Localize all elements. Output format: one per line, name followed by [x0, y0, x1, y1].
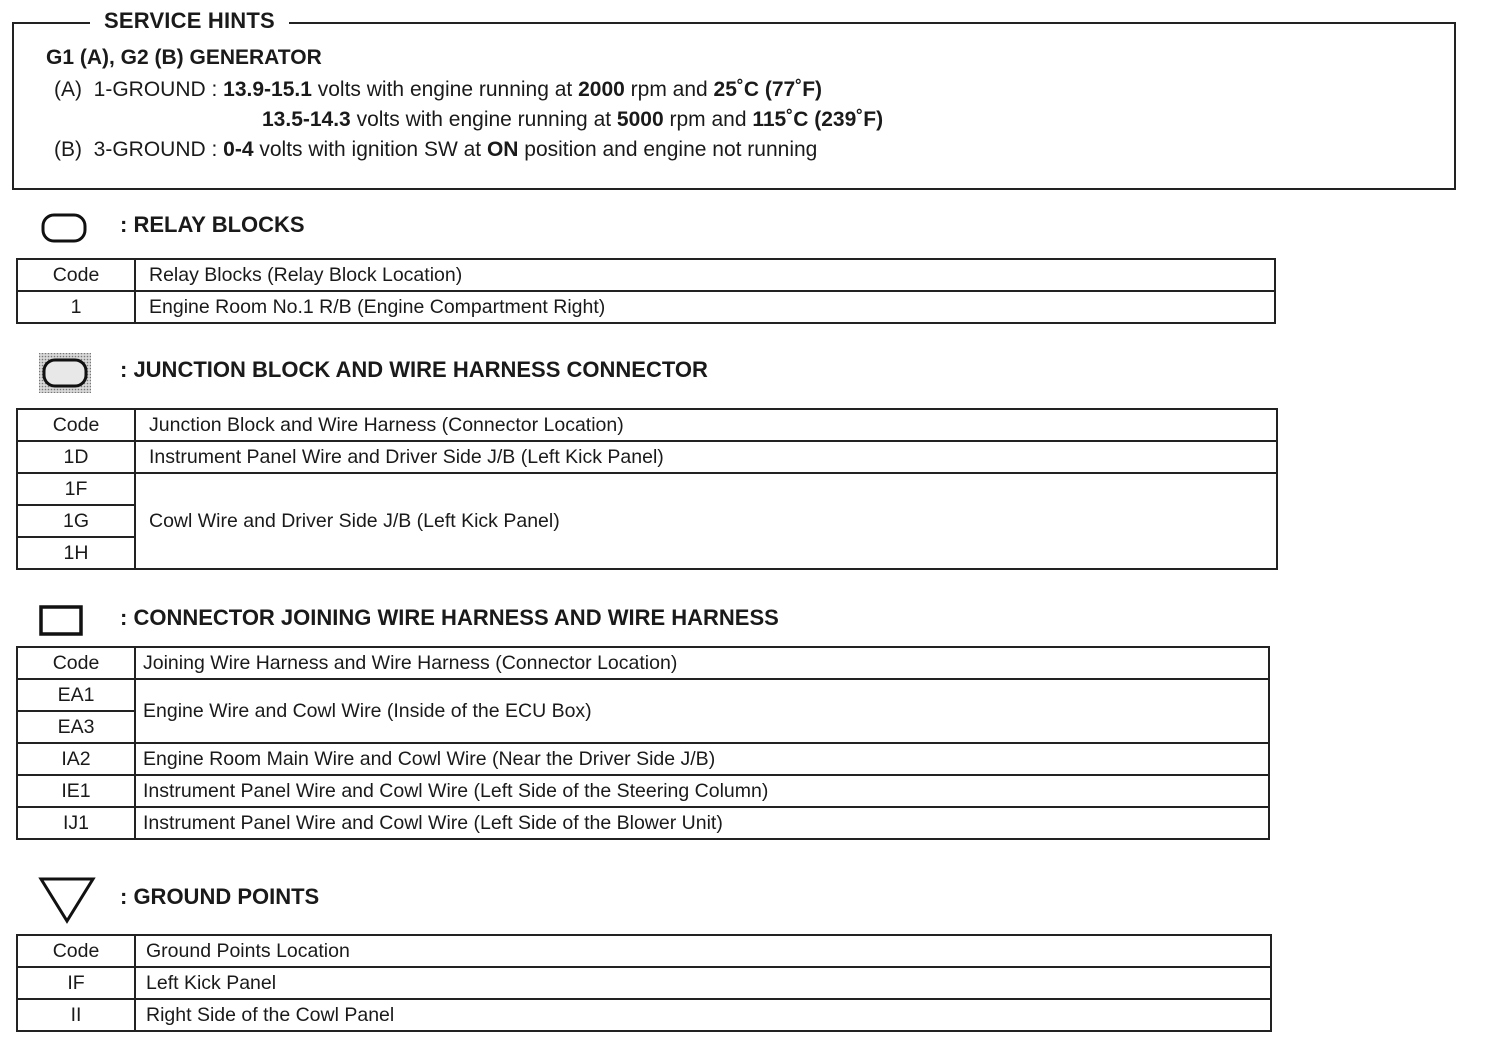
location-cell: Engine Room Main Wire and Cowl Wire (Near the Driver Side J/B): [135, 743, 1269, 775]
code-cell: 1H: [17, 537, 135, 569]
hint-line-b: [54, 138, 817, 162]
code-header: Code: [17, 935, 135, 967]
hint-b-text1: volts with ignition SW at: [253, 138, 487, 161]
ground-points-table: [16, 934, 1272, 1032]
ground-points-title: : GROUND POINTS: [120, 884, 320, 909]
connector-joining-title: : CONNECTOR JOINING WIRE HARNESS AND WIRE HARNESS: [120, 605, 779, 630]
location-header: Ground Points Location: [135, 935, 1271, 967]
rounded-rect-icon: [40, 212, 90, 246]
table-row: [17, 743, 1269, 775]
code-cell: II: [17, 999, 135, 1031]
table-row: [17, 967, 1271, 999]
relay-blocks-table: [16, 258, 1276, 324]
hint-a1-text2: rpm and: [624, 78, 714, 101]
code-cell: 1: [17, 291, 135, 323]
hint-a1-rpm: 2000: [578, 78, 625, 101]
code-cell: 1D: [17, 441, 135, 473]
location-header: Joining Wire Harness and Wire Harness (Connector Location): [135, 647, 1269, 679]
table-row: [17, 999, 1271, 1031]
location-header: Junction Block and Wire Harness (Connector Location): [135, 409, 1277, 441]
table-header-row: [17, 259, 1275, 291]
table-row: [17, 291, 1275, 323]
code-header: Code: [17, 409, 135, 441]
relay-blocks-title: : RELAY BLOCKS: [120, 212, 305, 237]
table-header-row: [17, 935, 1271, 967]
location-cell: Engine Room No.1 R/B (Engine Compartment Right): [135, 291, 1275, 323]
hint-b-text2: position and engine not running: [518, 138, 818, 161]
code-cell: IE1: [17, 775, 135, 807]
code-cell: EA3: [17, 711, 135, 743]
hint-b-prefix: (B) 3-GROUND :: [54, 138, 224, 161]
table-row: [17, 775, 1269, 807]
location-cell: Instrument Panel Wire and Cowl Wire (Left Side of the Steering Column): [135, 775, 1269, 807]
table-row: [17, 473, 1277, 505]
junction-block-title: : JUNCTION BLOCK AND WIRE HARNESS CONNECTOR: [120, 357, 708, 382]
code-cell: EA1: [17, 679, 135, 711]
hint-a1-temp: 25˚C (77˚F): [713, 78, 823, 101]
hint-a1-text1: volts with engine running at: [311, 78, 579, 101]
location-cell: Left Kick Panel: [135, 967, 1271, 999]
table-row: [17, 441, 1277, 473]
code-cell: 1F: [17, 473, 135, 505]
hint-line-a2: [262, 108, 883, 132]
code-header: Code: [17, 647, 135, 679]
code-cell: IJ1: [17, 807, 135, 839]
shaded-rounded-rect-icon: [38, 352, 92, 394]
triangle-down-icon: [38, 876, 96, 924]
table-header-row: [17, 409, 1277, 441]
hint-a2-text2: rpm and: [663, 108, 753, 131]
hint-a2-text1: volts with engine running at: [350, 108, 617, 131]
table-row: [17, 679, 1269, 711]
table-header-row: [17, 647, 1269, 679]
hint-a2-volts: 13.5-14.3: [262, 108, 351, 131]
code-cell: IA2: [17, 743, 135, 775]
location-cell-merged: Cowl Wire and Driver Side J/B (Left Kick Panel): [135, 473, 1277, 569]
code-cell: IF: [17, 967, 135, 999]
hint-a1-prefix: (A) 1-GROUND :: [54, 78, 224, 101]
code-cell: 1G: [17, 505, 135, 537]
hint-a2-temp: 115˚C (239˚F): [752, 108, 884, 131]
location-cell: Instrument Panel Wire and Cowl Wire (Left Side of the Blower Unit): [135, 807, 1269, 839]
code-header: Code: [17, 259, 135, 291]
hint-b-state: ON: [486, 138, 519, 161]
location-cell: Right Side of the Cowl Panel: [135, 999, 1271, 1031]
table-row: [17, 807, 1269, 839]
location-header: Relay Blocks (Relay Block Location): [135, 259, 1275, 291]
square-icon: [38, 604, 86, 638]
location-cell-merged: Engine Wire and Cowl Wire (Inside of the ECU Box): [135, 679, 1269, 743]
service-hints-title: SERVICE HINTS: [90, 8, 289, 34]
location-cell: Instrument Panel Wire and Driver Side J/B (Left Kick Panel): [135, 441, 1277, 473]
generator-title: G1 (A), G2 (B) GENERATOR: [46, 46, 322, 69]
hint-b-volts: 0-4: [223, 138, 254, 161]
junction-block-table: [16, 408, 1278, 570]
hint-a2-rpm: 5000: [616, 108, 664, 131]
hint-a1-volts: 13.9-15.1: [223, 78, 312, 101]
connector-table: [16, 646, 1270, 840]
hint-line-a1: [54, 78, 822, 102]
